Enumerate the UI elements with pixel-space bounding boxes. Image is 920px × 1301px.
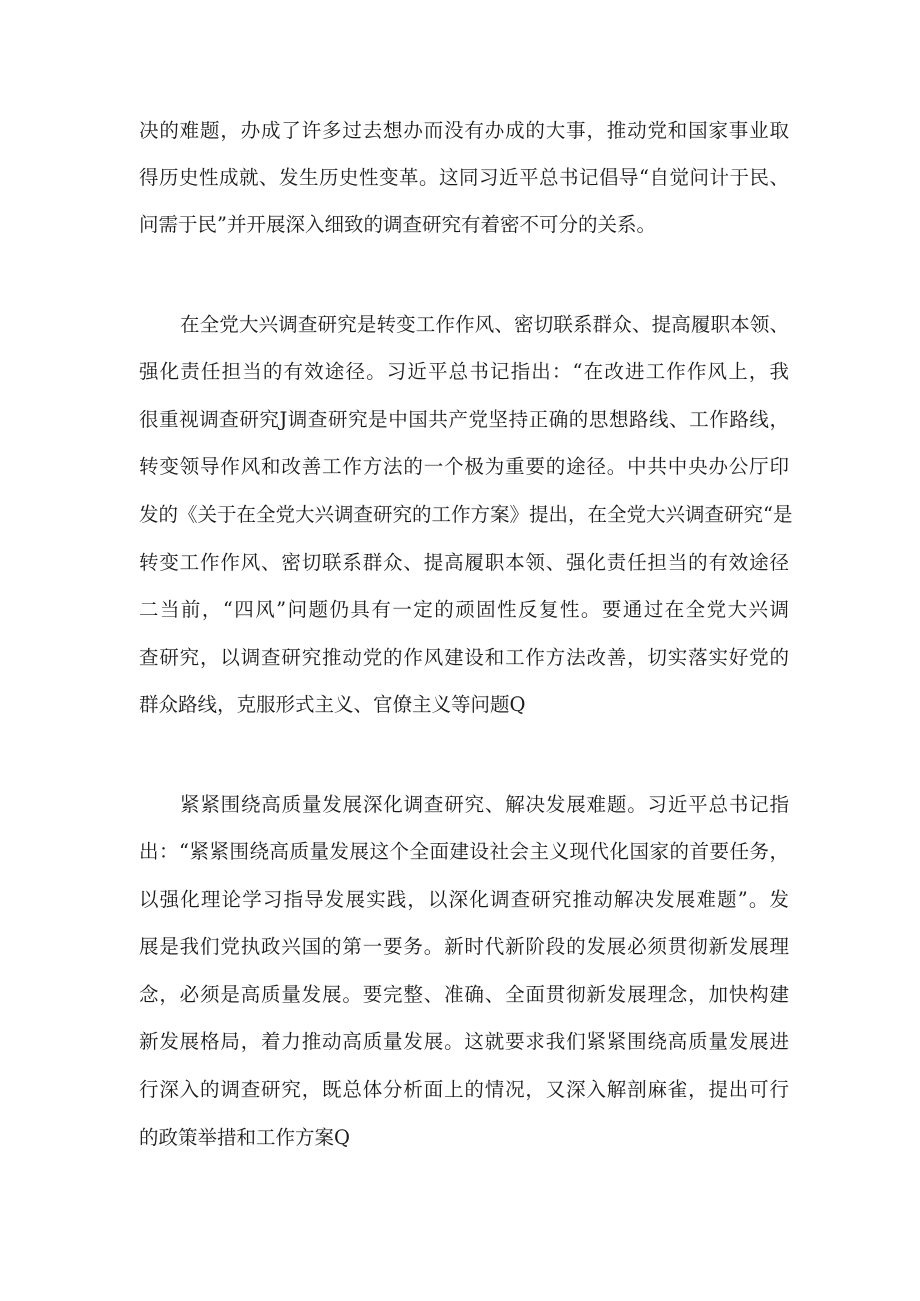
paragraph-2-line-4: 转变领导作风和改善工作方法的一个极为重要的途径。中共中央办公厅印 — [139, 455, 789, 478]
paragraph-1-line-3: 问需于民”并开展深入细致的调查研究有着密不可分的关系。 — [139, 213, 656, 236]
paragraph-3-line-3: 以强化理论学习指导发展实践，以深化调查研究推动解决发展难题”。发 — [139, 888, 789, 911]
paragraph-3-line-7: 行深入的调查研究，既总体分析面上的情况，又深入解剖麻雀，提出可行 — [139, 1078, 789, 1101]
paragraph-2-line-7: 二当前，“四风”问题仍具有一定的顽固性反复性。要通过在全党大兴调 — [139, 598, 789, 621]
paragraph-3-line-5: 念，必须是高质量发展。要完整、准确、全面贯彻新发展理念，加快构建 — [139, 983, 789, 1006]
paragraph-2-line-8: 查研究，以调查研究推动党的作风建设和工作方法改善，切实落实好党的 — [139, 646, 789, 669]
paragraph-3-line-8: 的政策举措和工作方案Q — [139, 1126, 350, 1149]
paragraph-2-line-5: 发的《关于在全党大兴调查研究的工作方案》提出，在全党大兴调查研究“是 — [139, 503, 793, 526]
paragraph-3-line-4: 展是我们党执政兴国的第一要务。新时代新阶段的发展必须贯彻新发展理 — [139, 935, 789, 958]
paragraph-2-line-1: 在全党大兴调查研究是转变工作作风、密切联系群众、提高履职本领、 — [180, 313, 789, 336]
paragraph-2-line-3: 很重视调查研究J调查研究是中国共产党坚持正确的思想路线、工作路线， — [139, 408, 789, 431]
paragraph-3-line-2: 出：“紧紧围绕高质量发展这个全面建设社会主义现代化国家的首要任务， — [139, 840, 789, 863]
paragraph-2-line-6: 转变工作作风、密切联系群众、提高履职本领、强化责任担当的有效途径 — [139, 551, 789, 574]
paragraph-2-line-2: 强化责任担当的有效途径。习近平总书记指出：“在改进工作作风上，我 — [139, 360, 789, 383]
paragraph-1-line-2: 得历史性成就、发生历史性变革。这同习近平总书记倡导“自觉问计于民、 — [139, 166, 789, 189]
paragraph-3-line-6: 新发展格局，着力推动高质量发展。这就要求我们紧紧围绕高质量发展进 — [139, 1030, 789, 1053]
paragraph-3-line-1: 紧紧围绕高质量发展深化调查研究、解决发展难题。习近平总书记指 — [180, 793, 789, 816]
paragraph-1-line-1: 决的难题，办成了许多过去想办而没有办成的大事，推动党和国家事业取 — [139, 119, 789, 142]
paragraph-2-line-9: 群众路线，克服形式主义、官僚主义等问题Q — [139, 693, 526, 716]
